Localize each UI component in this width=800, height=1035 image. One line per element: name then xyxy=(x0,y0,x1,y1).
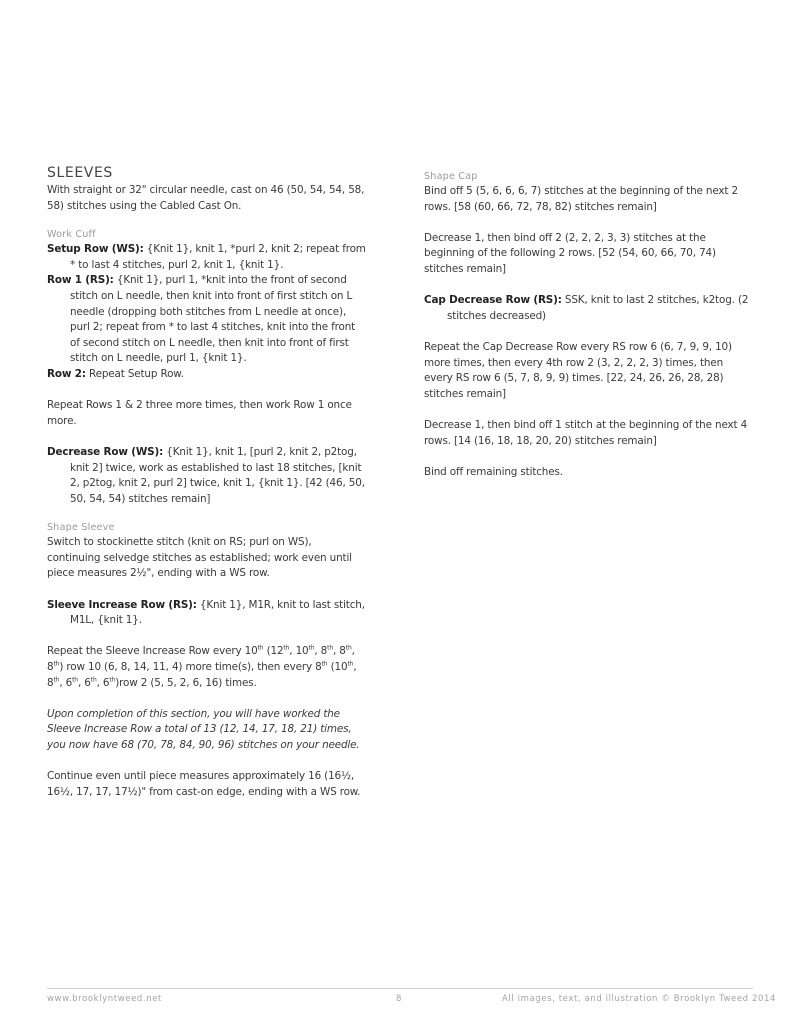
cap-decrease-label: Cap Decrease Row (RS): xyxy=(424,294,562,307)
decrease-bind-off-paragraph: Decrease 1, then bind off 2 (2, 2, 2, 3, 3) stitches at the beginning of the following 2 rows. [52 (54, 60, 66, 70, 74) stitches remain] xyxy=(424,231,716,275)
bind-off-remaining: Bind off remaining stitches. xyxy=(424,465,563,478)
decrease-row-text: {Knit 1}, knit 1, [purl 2, knit 2, p2tog, knit 2] twice, work as established to last 18 stitches, [knit 2, p2tog, knit 2, purl 2] twice, knit 1, {knit 1}. [42 (46, 50, 50, 54, 54) stitches remain] xyxy=(70,445,365,505)
decrease-row-label: Decrease Row (WS): xyxy=(47,445,164,458)
decrease-row-instruction xyxy=(47,445,367,507)
sleeve-increase-label: Sleeve Increase Row (RS): xyxy=(47,598,197,611)
switch-stockinette-paragraph: Switch to stockinette stitch (knit on RS; purl on WS), continuing selvedge stitches as established; work even until piece measures 2½", ending with a WS row. xyxy=(47,536,352,580)
left-column xyxy=(47,165,367,800)
cap-decrease-instruction xyxy=(424,293,754,324)
page-number: 8 xyxy=(396,994,403,1004)
sleeve-increase-text: {Knit 1}, M1R, knit to last stitch, M1L, {knit 1}. xyxy=(70,598,365,627)
footer-rule xyxy=(47,988,753,989)
bind-off-paragraph: Bind off 5 (5, 6, 6, 6, 7) stitches at the beginning of the next 2 rows. [58 (60, 66, 72, 78, 82) stitches remain] xyxy=(424,185,738,213)
shape-sleeve-heading: Shape Sleeve xyxy=(47,522,115,534)
repeat-increase-paragraph: Repeat the Sleeve Increase Row every 10th (12th, 10th, 8th, 8th, 8th) row 10 (6, 8, 14, 11, 4) more time(s), then every 8th (10th, 8th, 6th, 6th, 6th)row 2 (5, 5, 2, 6, 16) times. xyxy=(47,644,357,689)
continue-even-paragraph: Continue even until piece measures approximately 16 (16½, 16½, 17, 17, 17½)" from cast-on edge, ending with a WS row. xyxy=(47,770,361,798)
intro-paragraph: With straight or 32" circular needle, cast on 46 (50, 54, 54, 58, 58) stitches using the Cabled Cast On. xyxy=(47,184,365,212)
sleeve-increase-instruction xyxy=(47,598,367,629)
setup-row-instruction xyxy=(47,242,367,273)
setup-row-text: {Knit 1}, knit 1, *purl 2, knit 2; repeat from * to last 4 stitches, purl 2, knit 1, {knit 1}. xyxy=(70,243,366,271)
row1-label: Row 1 (RS): xyxy=(47,274,114,287)
shape-cap-heading: Shape Cap xyxy=(424,171,478,182)
repeat-cap-paragraph: Repeat the Cap Decrease Row every RS row 6 (6, 7, 9, 9, 10) more times, then every 4th row 2 (3, 2, 2, 2, 3) times, then every RS row 6 (5, 7, 8, 9, 9) times. [22, 24, 26, 26, 28, 28) stitches remain] xyxy=(424,340,732,400)
right-column xyxy=(424,170,754,480)
row1-instruction xyxy=(47,273,367,367)
setup-row-label: Setup Row (WS): xyxy=(47,243,144,256)
row1-text: {Knit 1}, purl 1, *knit into the front of second stitch on L needle, then knit into front of first stitch on L needle (dropping both stitches from L needle at once), purl 2; repeat from * to last 4 stitches, knit into the front of second stitch on L needle, then knit into front of first stitch on L needle, purl 1, {knit 1}. xyxy=(70,274,356,365)
row2-text: Repeat Setup Row. xyxy=(85,367,184,380)
decrease-one-paragraph: Decrease 1, then bind off 1 stitch at the beginning of the next 4 rows. [14 (16, 18, 18, 20, 20) stitches remain] xyxy=(424,418,748,447)
work-cuff-heading: Work Cuff xyxy=(47,229,96,241)
row2-label: Row 2: xyxy=(47,367,86,380)
footer-url-link[interactable]: www.brooklyntweed.net xyxy=(47,994,162,1004)
cap-decrease-text: SSK, knit to last 2 stitches, k2tog. (2 stitches decreased) xyxy=(447,294,749,322)
section-title-sleeves: SLEEVES xyxy=(47,165,113,181)
row2-instruction xyxy=(47,367,367,383)
repeat-rows-paragraph: Repeat Rows 1 & 2 three more times, then work Row 1 once more. xyxy=(47,399,352,427)
completion-note: Upon completion of this section, you will have worked the Sleeve Increase Row a total of 13 (12, 14, 17, 18, 21) times, you now have 68 (70, 78, 84, 90, 96) stitches on your needle. xyxy=(47,707,360,751)
footer-copyright: All images, text, and illustration © Brooklyn Tweed 2014 xyxy=(502,994,777,1004)
